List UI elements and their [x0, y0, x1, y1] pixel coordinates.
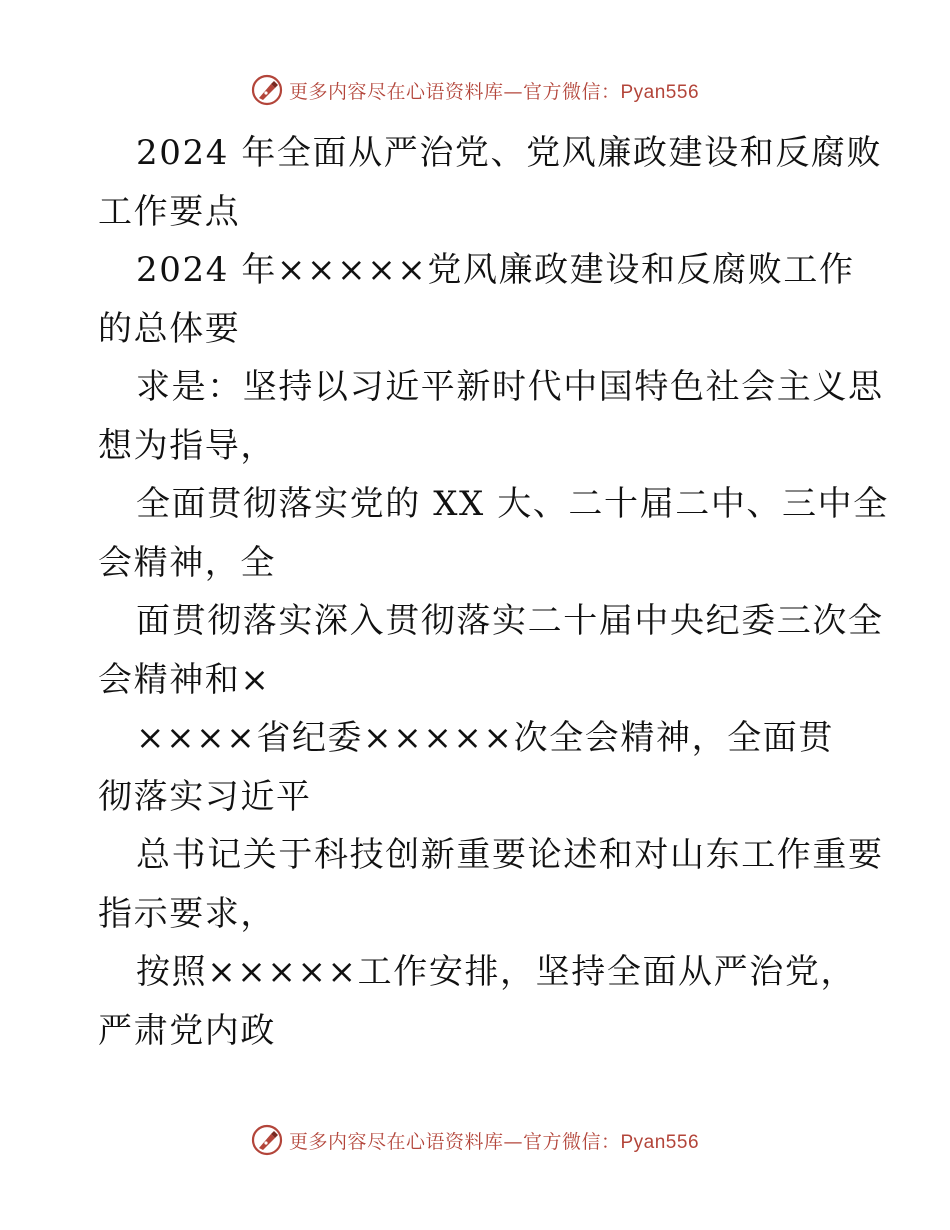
paragraph-line: 全面贯彻落实党的 XX 大、二十届二中、三中全: [136, 484, 889, 524]
header-wechat-id: Pyan556: [620, 81, 700, 103]
paragraph-line: 按照×××××工作安排，坚持全面从严治党，: [136, 952, 857, 992]
paragraph-line: 2024 年×××××党风廉政建设和反腐败工作: [136, 250, 855, 290]
paragraph-line: 指示要求，: [98, 893, 276, 934]
footer-slogan: 更多内容尽在心语资料库: [288, 1130, 504, 1153]
pen-nib-logo-icon: [251, 74, 283, 106]
header-banner: [0, 70, 950, 110]
paragraph-line: 想为指导，: [98, 425, 276, 466]
header-dash: —: [503, 80, 523, 103]
pen-nib-logo-icon: [251, 1124, 283, 1156]
paragraph-line: 面贯彻落实深入贯彻落实二十届中央纪委三次全: [136, 601, 884, 641]
paragraph-line: 总书记关于科技创新重要论述和对山东工作重要: [136, 835, 884, 875]
header-wechat-label: 官方微信：: [522, 80, 621, 103]
footer-dash: —: [503, 1130, 523, 1153]
paragraph-line: 彻落实习近平: [98, 776, 312, 817]
paragraph-line: 的总体要: [98, 308, 241, 349]
header-banner-text: [289, 77, 699, 104]
footer-banner: [0, 1120, 950, 1160]
doc-title-line-2: 工作要点: [98, 191, 241, 232]
paragraph-line: 会精神，全: [98, 542, 276, 583]
footer-banner-text: [289, 1127, 699, 1154]
paragraph-line: 会精神和×: [98, 659, 271, 700]
paragraph-line: ××××省纪委×××××次全会精神，全面贯: [136, 718, 834, 758]
paragraph-line: 求是：坚持以习近平新时代中国特色社会主义思: [136, 367, 884, 407]
paragraph-line: 严肃党内政: [98, 1010, 276, 1051]
doc-title-line-1: 2024 年全面从严治党、党风廉政建设和反腐败: [136, 133, 883, 173]
header-slogan: 更多内容尽在心语资料库: [288, 80, 504, 103]
document-body: [98, 124, 889, 1060]
footer-wechat-id: Pyan556: [620, 1131, 700, 1153]
footer-wechat-label: 官方微信：: [522, 1130, 621, 1153]
